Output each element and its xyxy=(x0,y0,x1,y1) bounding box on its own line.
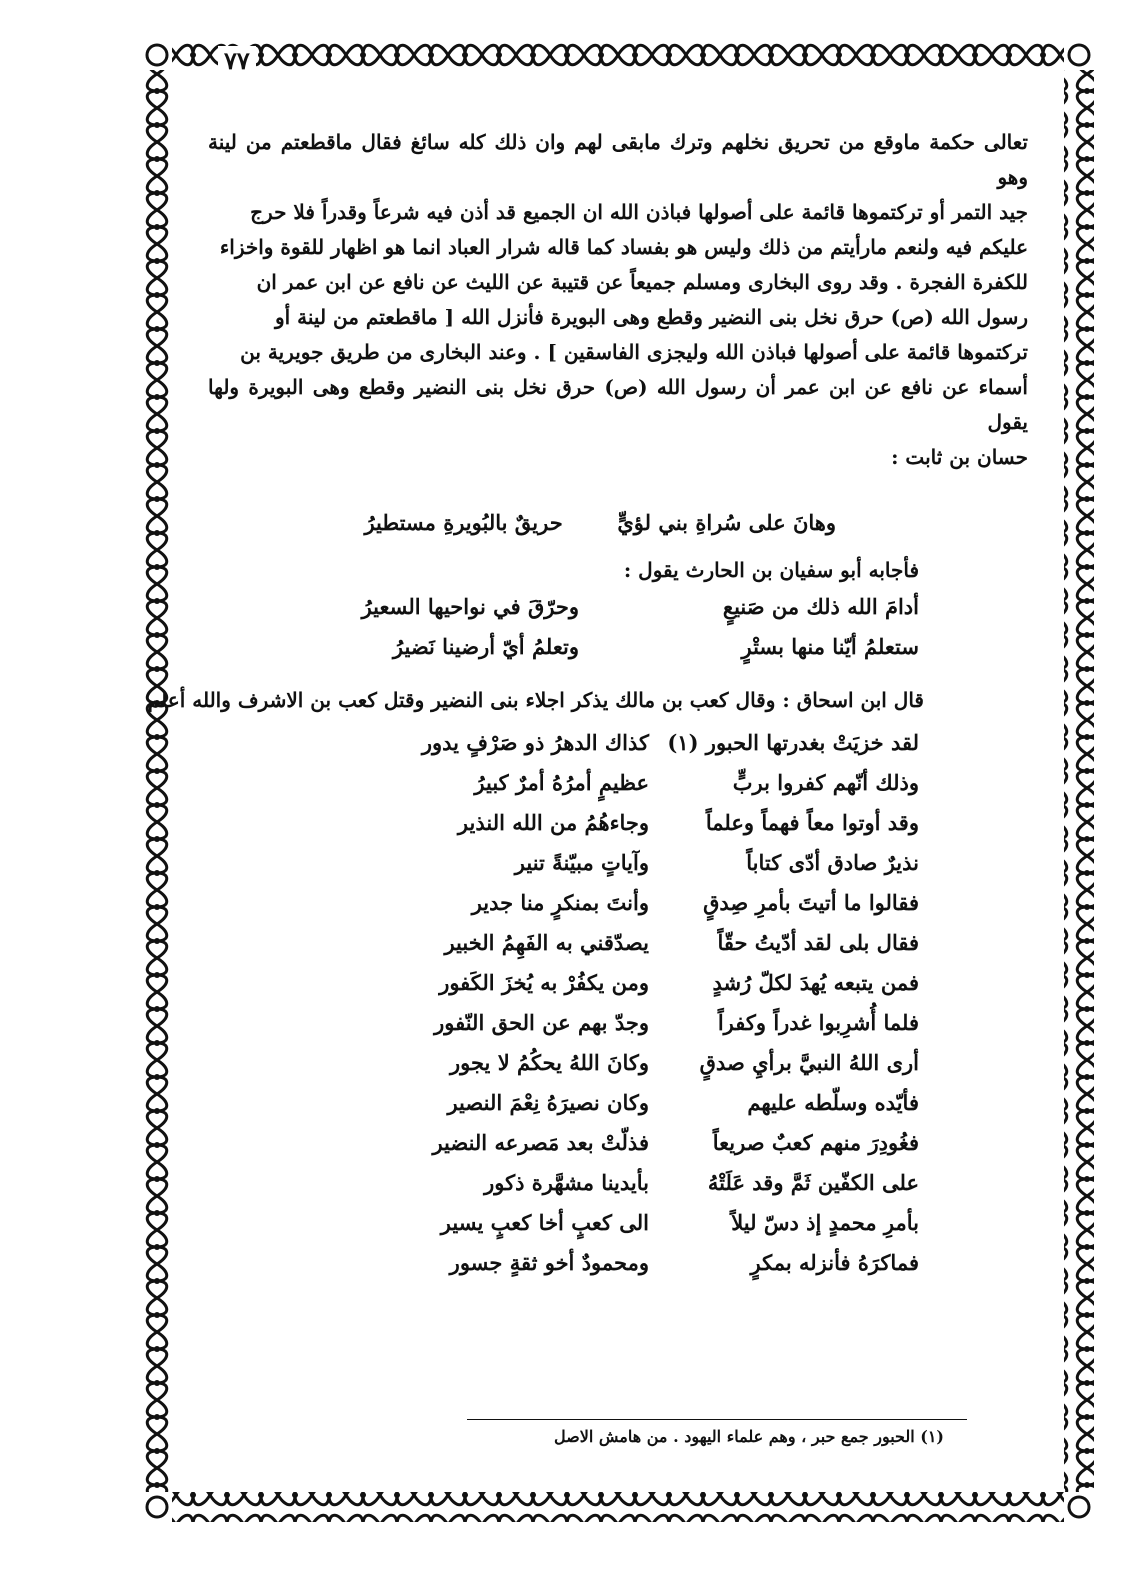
verse-first-hemistich: فمن يتبعه يُهدَ لكلّ رُشدٍ xyxy=(712,970,919,995)
verse-first-hemistich: على الكفّين ثَمَّ وقد عَلَتْهُ xyxy=(707,1170,919,1195)
verse-first-hemistich: فأيّده وسلّطه عليهم xyxy=(747,1090,919,1115)
verse-second-hemistich: وكان نصيرَهُ نِعْمَ النصير xyxy=(447,1090,649,1115)
verse-row xyxy=(279,1010,919,1050)
verse-second-hemistich: عظيمٍ أمرُهُ أمرٌ كبيرُ xyxy=(474,770,649,795)
verse-row xyxy=(229,594,919,634)
verse-second-hemistich: الى كعبٍ أخا كعبٍ يسير xyxy=(440,1210,649,1235)
main-paragraph xyxy=(208,125,1028,475)
verse-second-hemistich: ومن يكفُرْ به يُخزَ الكَفور xyxy=(439,970,649,995)
verse-first-hemistich: أدامَ الله ذلك من صَنيعٍ xyxy=(722,594,919,619)
verse-first-hemistich: وهانَ على سُراةِ بني لؤيٍّ xyxy=(617,510,836,535)
verse-second-hemistich: وأنتَ بمنكرٍ منا جدير xyxy=(471,890,649,915)
page-number: ٧٧ xyxy=(218,46,256,75)
verse-second-hemistich: حريقٌ بالبُويرةِ مستطيرُ xyxy=(364,510,563,535)
verse-first-hemistich: وذلك أنّهم كفروا بربٍّ xyxy=(732,770,919,795)
verse-second-hemistich: وجاءهُمُ من الله النذير xyxy=(457,810,649,835)
verse-first-hemistich: فلما أُشرِبوا غدراً وكفراً xyxy=(717,1010,919,1035)
verse-row xyxy=(279,1210,919,1250)
verse-row xyxy=(279,890,919,930)
verse-first-hemistich: فغُودِرَ منهم كعبٌ صريعاً xyxy=(712,1130,919,1155)
verse-row xyxy=(279,1130,919,1170)
paragraph-line: تعالى حكمة ماوقع من تحريق نخلهم وترك مابقى لهم وان ذلك كله سائغ فقال ماقطعتم من لينة وهو xyxy=(208,130,1028,189)
paragraph-line: أسماء عن نافع عن ابن عمر أن رسول الله (ص) حرق نخل بنى النضير وقطع وهى البويرة ولها يقول xyxy=(208,375,1028,434)
verse-second-hemistich: كذاك الدهرُ ذو صَرْفٍ يدور xyxy=(421,730,649,755)
footnote: (١) الحبور جمع حبر ، وهم علماء اليهود . من هامش الاصل xyxy=(554,1427,944,1446)
verse-second-hemistich: وآياتٍ مبيّنةً تنير xyxy=(514,850,649,875)
paragraph-line: رسول الله (ص) حرق نخل بنى النضير وقطع وهى البويرة فأنزل الله [ ماقطعتم من لينة أو xyxy=(275,305,1028,329)
ibn-ishaq-narration: قال ابن اسحاق : وقال كعب بن مالك يذكر اجلاء بنى النضير وقتل كعب بن الاشرف والله أعلم xyxy=(147,688,924,712)
verse-row xyxy=(279,730,919,770)
verse-row xyxy=(279,1250,919,1290)
hassan-verse xyxy=(364,510,836,535)
paragraph-line: تركتموها قائمة على أصولها فباذن الله وليجزى الفاسقين ] . وعند البخارى من طريق جويرية بن xyxy=(240,340,1028,364)
verse-first-hemistich: وقد أوتوا معاً فهماً وعلماً xyxy=(705,810,919,835)
verse-first-hemistich: أرى اللهُ النبيَّ برأيِ صدقٍ xyxy=(699,1050,919,1075)
verse-second-hemistich: وتعلمُ أيّ أرضينا نَضيرُ xyxy=(392,634,579,659)
verse-row xyxy=(279,770,919,810)
verse-row xyxy=(279,850,919,890)
verse-second-hemistich: بأيدينا مشهَّرة ذكور xyxy=(484,1170,649,1195)
verse-first-hemistich: ستعلمُ أيّنا منها بستْرٍ xyxy=(741,634,919,659)
verse-row xyxy=(279,1050,919,1090)
verse-row xyxy=(279,1090,919,1130)
verse-second-hemistich: وجدّ بهم عن الحق النّفور xyxy=(434,1010,649,1035)
abu-sufyan-verses xyxy=(229,594,919,674)
verse-first-hemistich: فقال بلى لقد أدّيتُ حقّاً xyxy=(717,930,919,955)
verse-second-hemistich: وحرّقَ في نواحيها السعيرُ xyxy=(361,594,579,619)
paragraph-line: حسان بن ثابت : xyxy=(891,445,1028,469)
verse-first-hemistich: فماكرَهُ فأنزله بمكرٍ xyxy=(750,1250,919,1275)
abu-sufyan-intro: فأجابه أبو سفيان بن الحارث يقول : xyxy=(623,558,919,582)
verse-first-hemistich: نذيرٌ صادق أدّى كتاباً xyxy=(746,850,919,875)
verse-second-hemistich: ومحمودٌ أخو ثقةٍ جسور xyxy=(449,1250,649,1275)
footnote-divider xyxy=(467,1419,967,1420)
kaab-poem xyxy=(279,730,919,1290)
verse-second-hemistich: يصدّقني به الفَهِمُ الخبير xyxy=(444,930,649,955)
verse-second-hemistich: وكانَ اللهُ يحكُمُ لا يجور xyxy=(450,1050,649,1075)
verse-first-hemistich: فقالوا ما أتيتَ بأمرِ صِدقٍ xyxy=(703,890,919,915)
verse-first-hemistich: لقد خزيَتْ بغدرتها الحبور (١) xyxy=(667,730,919,755)
paragraph-line: للكفرة الفجرة . وقد روى البخارى ومسلم جميعاً عن قتيبة عن الليث عن نافع عن ابن عمر ان xyxy=(256,270,1028,294)
verse-row xyxy=(229,634,919,674)
paragraph-line: عليكم فيه ولنعم مارأيتم من ذلك وليس هو بفساد كما قاله شرار العباد انما هو اظهار للقوة واخزاء xyxy=(219,235,1028,259)
verse-row xyxy=(279,1170,919,1210)
paragraph-line: جيد التمر أو تركتموها قائمة على أصولها فباذن الله ان الجميع قد أذن فيه شرعاً وقدراً فلا حرج xyxy=(250,200,1028,224)
verse-first-hemistich: بأمرِ محمدٍ إذ دسّ ليلاً xyxy=(731,1210,919,1235)
verse-row xyxy=(279,970,919,1010)
verse-row xyxy=(279,810,919,850)
verse-row xyxy=(279,930,919,970)
verse-second-hemistich: فذلّتْ بعد مَصرعه النضير xyxy=(432,1130,649,1155)
